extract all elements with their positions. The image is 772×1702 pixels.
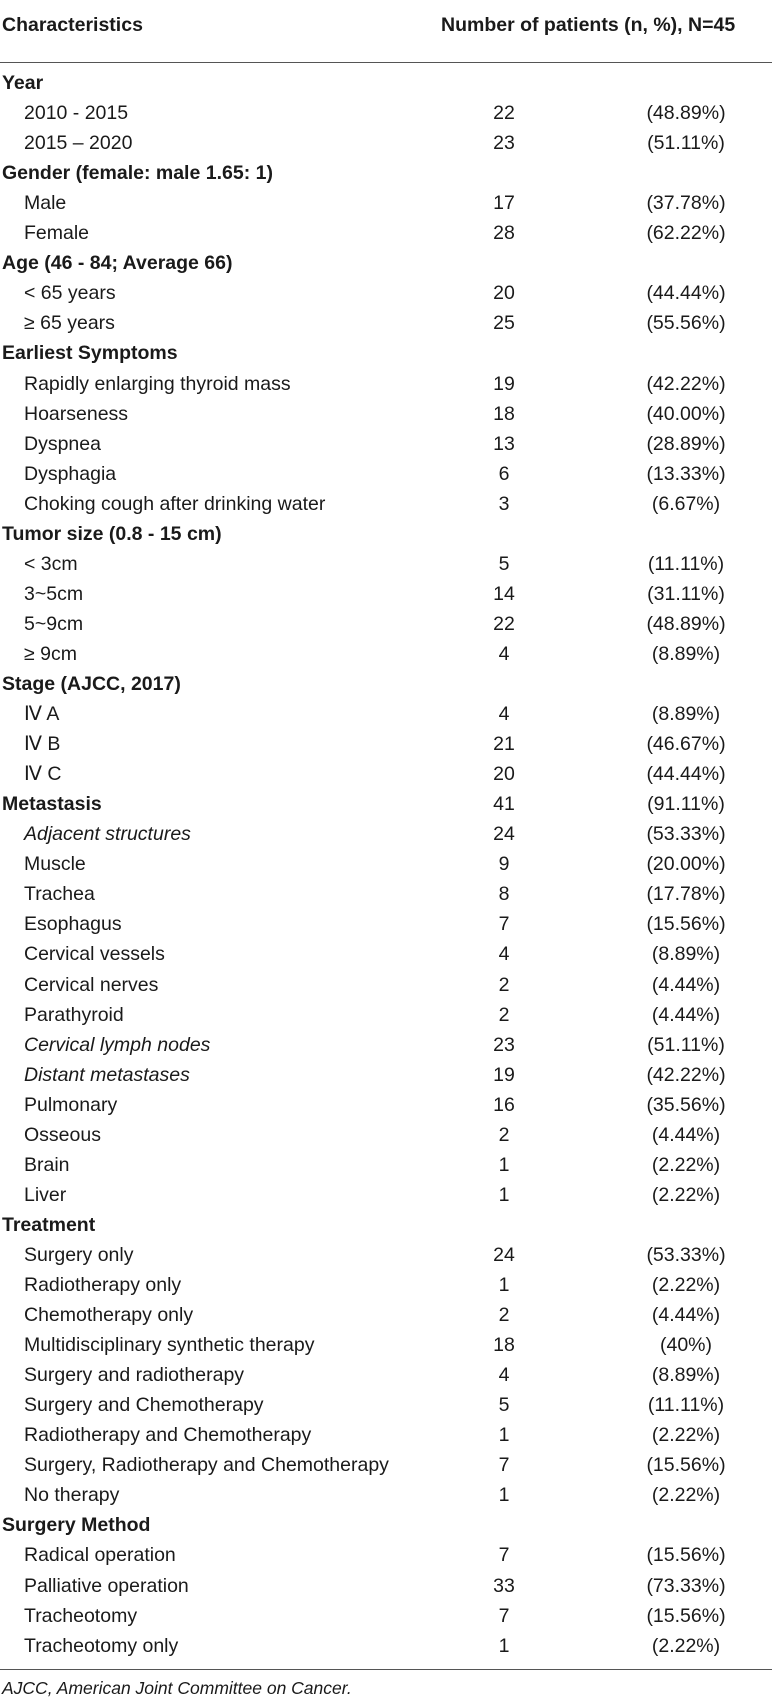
- row-percent: (73.33%): [646, 1574, 726, 1597]
- row-percent: (44.44%): [646, 763, 726, 786]
- row-label: < 3cm: [24, 552, 78, 575]
- table-row: [0, 399, 772, 429]
- table-row: [0, 1270, 772, 1300]
- table-row: [0, 1450, 772, 1480]
- row-label: Brain: [24, 1153, 70, 1176]
- row-percent: (35.56%): [646, 1093, 726, 1116]
- row-count: 1: [498, 1183, 510, 1206]
- row-percent: (4.44%): [651, 1304, 721, 1327]
- row-count: 28: [493, 222, 515, 245]
- row-percent: (2.22%): [651, 1153, 721, 1176]
- row-percent: (15.56%): [646, 1544, 726, 1567]
- row-count: 4: [498, 1364, 510, 1387]
- table-row: [0, 128, 772, 158]
- row-label: Age (46 - 84; Average 66): [2, 252, 233, 275]
- row-count: 33: [493, 1574, 515, 1597]
- row-label: 2015 – 2020: [24, 132, 133, 155]
- row-percent: (11.11%): [647, 1394, 725, 1417]
- table-row: [0, 879, 772, 909]
- row-percent: (48.89%): [646, 612, 726, 635]
- table-row: [0, 579, 772, 609]
- table-row: [0, 970, 772, 1000]
- table-row: [0, 1240, 772, 1270]
- row-count: 2: [498, 1003, 510, 1026]
- row-label: Cervical nerves: [24, 973, 159, 996]
- section-row: [0, 1210, 772, 1240]
- row-count: 19: [493, 372, 515, 395]
- row-label: ≥ 65 years: [24, 312, 115, 335]
- table-row: [0, 1060, 772, 1090]
- table-row: [0, 1631, 772, 1661]
- table-row: [0, 1571, 772, 1601]
- row-label: Cervical lymph nodes: [24, 1033, 211, 1056]
- row-label: Rapidly enlarging thyroid mass: [24, 372, 291, 395]
- row-percent: (40.00%): [646, 402, 726, 425]
- row-percent: (17.78%): [646, 883, 726, 906]
- row-percent: (53.33%): [646, 823, 726, 846]
- row-label: Cervical vessels: [24, 943, 165, 966]
- row-label: Choking cough after drinking water: [24, 492, 326, 515]
- row-label: Palliative operation: [24, 1574, 189, 1597]
- row-count: 7: [498, 1544, 510, 1567]
- row-count: 22: [493, 102, 515, 125]
- table-row: [0, 729, 772, 759]
- table-row: [0, 1300, 772, 1330]
- table-row: [0, 549, 772, 579]
- row-label: Dysphagia: [24, 462, 117, 485]
- row-label: Ⅳ C: [24, 763, 62, 786]
- row-label: Hoarseness: [24, 402, 129, 425]
- row-count: 23: [493, 1033, 515, 1056]
- row-count: 17: [493, 192, 515, 215]
- row-label: Tumor size (0.8 - 15 cm): [2, 522, 222, 545]
- row-label: Surgery and radiotherapy: [24, 1364, 245, 1387]
- section-row: [0, 158, 772, 188]
- section-row: [0, 669, 772, 699]
- row-count: 18: [493, 402, 515, 425]
- row-label: 5~9cm: [24, 612, 84, 635]
- table-row: [0, 1480, 772, 1510]
- row-count: 1: [498, 1634, 510, 1657]
- table-row: [0, 429, 772, 459]
- row-percent: (13.33%): [646, 462, 726, 485]
- row-count: 3: [498, 492, 510, 515]
- table-row: [0, 819, 772, 849]
- row-percent: (8.89%): [651, 1364, 721, 1387]
- row-percent: (55.56%): [646, 312, 726, 335]
- row-count: 22: [493, 612, 515, 635]
- row-count: 21: [493, 733, 515, 756]
- row-count: 1: [498, 1153, 510, 1176]
- table-row: [0, 1030, 772, 1060]
- row-count: 8: [498, 883, 510, 906]
- row-label: Tracheotomy only: [24, 1634, 179, 1657]
- table-row: [0, 639, 772, 669]
- row-label: Chemotherapy only: [24, 1304, 194, 1327]
- table-row: [0, 489, 772, 519]
- row-percent: (40%): [659, 1334, 713, 1357]
- row-percent: (42.22%): [646, 1063, 726, 1086]
- row-percent: (20.00%): [646, 853, 726, 876]
- row-label: Multidisciplinary synthetic therapy: [24, 1334, 315, 1357]
- row-percent: (8.89%): [651, 703, 721, 726]
- header-characteristics: Characteristics: [2, 14, 143, 36]
- header-number-of-patients: Number of patients (n, %), N=45: [441, 14, 736, 36]
- row-count: 7: [498, 913, 510, 936]
- row-label: Treatment: [2, 1213, 96, 1236]
- row-percent: (28.89%): [646, 432, 726, 455]
- table-row: [0, 278, 772, 308]
- row-count: 6: [498, 462, 510, 485]
- row-count: 19: [493, 1063, 515, 1086]
- row-count: 2: [498, 1304, 510, 1327]
- row-label: Ⅳ A: [24, 703, 60, 726]
- row-count: 20: [493, 282, 515, 305]
- section-row: [0, 789, 772, 819]
- row-count: 4: [498, 943, 510, 966]
- row-percent: (15.56%): [646, 1604, 726, 1627]
- row-percent: (4.44%): [651, 973, 721, 996]
- section-row: [0, 338, 772, 368]
- table-row: [0, 1601, 772, 1631]
- row-label: Year: [2, 72, 44, 94]
- table-row: [0, 1390, 772, 1420]
- table-row: [0, 609, 772, 639]
- row-label: Esophagus: [24, 913, 122, 936]
- row-percent: (31.11%): [647, 582, 725, 605]
- row-label: Radiotherapy and Chemotherapy: [24, 1424, 312, 1447]
- row-label: Stage (AJCC, 2017): [2, 673, 181, 695]
- row-label: Radiotherapy only: [24, 1274, 182, 1296]
- row-percent: (11.11%): [647, 552, 725, 575]
- row-count: 24: [493, 1243, 515, 1266]
- row-label: Radical operation: [24, 1544, 176, 1567]
- row-label: Osseous: [24, 1123, 101, 1146]
- row-percent: (15.56%): [646, 913, 726, 936]
- row-count: 25: [493, 312, 515, 335]
- row-count: 2: [498, 1123, 510, 1146]
- row-label: Liver: [24, 1183, 67, 1206]
- row-count: 13: [493, 432, 515, 455]
- row-count: 20: [493, 763, 515, 786]
- row-percent: (51.11%): [647, 132, 725, 155]
- row-percent: (62.22%): [646, 222, 726, 245]
- row-label: 3~5cm: [24, 582, 84, 605]
- row-label: Distant metastases: [24, 1063, 190, 1086]
- row-percent: (51.11%): [647, 1033, 725, 1056]
- section-row: [0, 519, 772, 549]
- row-label: Adjacent structures: [24, 823, 191, 846]
- table-row: [0, 939, 772, 969]
- row-percent: (48.89%): [646, 102, 726, 125]
- table-row: [0, 1150, 772, 1180]
- table-row: [0, 1120, 772, 1150]
- footnote: AJCC, American Joint Committee on Cancer.: [2, 1678, 352, 1698]
- row-label: Surgery Method: [2, 1514, 151, 1537]
- table-row: [0, 369, 772, 399]
- row-label: Female: [24, 222, 90, 245]
- row-label: Trachea: [24, 883, 95, 906]
- table-row: [0, 1540, 772, 1570]
- row-percent: (4.44%): [651, 1003, 721, 1026]
- table-row: [0, 1180, 772, 1210]
- row-percent: (46.67%): [646, 733, 726, 756]
- row-percent: (15.56%): [646, 1454, 726, 1477]
- row-label: Surgery and Chemotherapy: [24, 1394, 264, 1417]
- row-count: 18: [493, 1334, 515, 1357]
- table-row: [0, 98, 772, 128]
- table-row: [0, 308, 772, 338]
- row-percent: (8.89%): [651, 943, 721, 966]
- header-divider: [0, 62, 772, 63]
- row-count: 7: [498, 1604, 510, 1627]
- row-label: Gender (female: male 1.65: 1): [2, 162, 273, 185]
- row-label: 2010 - 2015: [24, 102, 129, 125]
- row-label: Surgery only: [24, 1243, 134, 1266]
- row-count: 16: [493, 1093, 515, 1116]
- row-percent: (53.33%): [646, 1243, 726, 1266]
- row-count: 4: [498, 642, 510, 665]
- row-label: Ⅳ B: [24, 733, 61, 756]
- table-row: [0, 1420, 772, 1450]
- row-count: 5: [498, 552, 510, 575]
- row-percent: (44.44%): [646, 282, 726, 305]
- table-row: [0, 188, 772, 218]
- row-count: 14: [493, 582, 515, 605]
- row-percent: (37.78%): [646, 192, 726, 215]
- row-percent: (2.22%): [651, 1274, 721, 1296]
- row-label: Surgery, Radiotherapy and Chemotherapy: [24, 1454, 389, 1477]
- table-row: [0, 849, 772, 879]
- row-percent: (2.22%): [651, 1424, 721, 1447]
- row-label: Earliest Symptoms: [2, 342, 178, 365]
- table-row: [0, 218, 772, 248]
- table-row: [0, 759, 772, 789]
- row-count: 5: [498, 1394, 510, 1417]
- section-row: [0, 248, 772, 278]
- row-count: 23: [493, 132, 515, 155]
- row-count: 41: [493, 793, 515, 816]
- row-label: ≥ 9cm: [24, 642, 77, 665]
- row-count: 2: [498, 973, 510, 996]
- row-count: 7: [498, 1454, 510, 1477]
- table-row: [0, 699, 772, 729]
- row-label: Metastasis: [2, 793, 102, 816]
- row-label: Male: [24, 192, 67, 215]
- row-percent: (2.22%): [651, 1634, 721, 1657]
- row-label: Tracheotomy: [24, 1604, 138, 1627]
- table-row: [0, 1330, 772, 1360]
- row-label: Muscle: [24, 853, 86, 876]
- row-count: 1: [498, 1484, 510, 1507]
- row-count: 1: [498, 1274, 510, 1296]
- row-percent: (6.67%): [651, 492, 721, 515]
- table-row: [0, 909, 772, 939]
- table-row: [0, 459, 772, 489]
- row-percent: (2.22%): [651, 1484, 721, 1507]
- row-percent: (91.11%): [647, 793, 725, 816]
- table-row: [0, 1000, 772, 1030]
- row-label: < 65 years: [24, 282, 116, 305]
- row-percent: (42.22%): [646, 372, 726, 395]
- row-label: Pulmonary: [24, 1093, 118, 1116]
- row-count: 4: [498, 703, 510, 726]
- row-count: 24: [493, 823, 515, 846]
- row-count: 1: [498, 1424, 510, 1447]
- section-row: [0, 68, 772, 98]
- row-label: Parathyroid: [24, 1003, 124, 1026]
- row-percent: (4.44%): [651, 1123, 721, 1146]
- section-row: [0, 1510, 772, 1540]
- row-label: Dyspnea: [24, 432, 101, 455]
- row-label: No therapy: [24, 1484, 120, 1507]
- table-bottom-rule: [0, 1669, 772, 1670]
- row-percent: (8.89%): [651, 642, 721, 665]
- table-row: [0, 1360, 772, 1390]
- row-percent: (2.22%): [651, 1183, 721, 1206]
- row-count: 9: [498, 853, 510, 876]
- table-row: [0, 1090, 772, 1120]
